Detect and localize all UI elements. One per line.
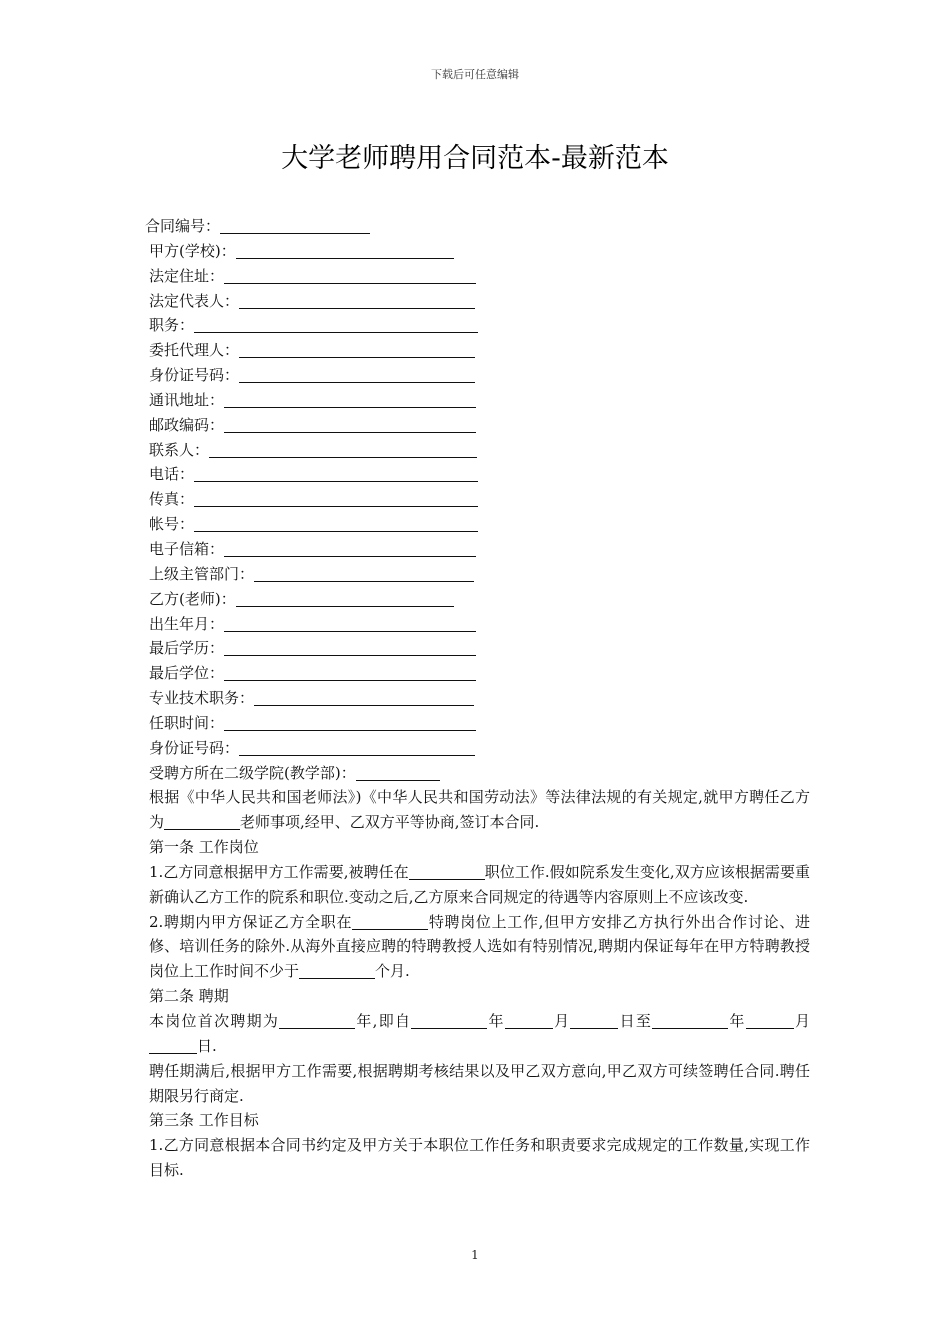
field-line — [145, 761, 810, 786]
field-line — [145, 338, 810, 363]
field-line — [145, 264, 810, 289]
clause-text: 个月. — [375, 962, 410, 981]
fill-in-blank[interactable] — [194, 516, 478, 532]
clause-text: 1.乙方同意根据甲方工作需要,被聘任在 — [149, 862, 409, 881]
field-line — [145, 462, 810, 487]
field-line — [145, 363, 810, 388]
field-label: 委托代理人： — [149, 341, 240, 360]
field-line — [145, 413, 810, 438]
clause-text: 本岗位首次聘期为 — [149, 1012, 280, 1030]
fill-in-blank[interactable] — [352, 914, 428, 930]
field-label: 合同编号： — [145, 217, 221, 235]
contract-fields — [145, 214, 810, 785]
field-label: 身份证号码： — [149, 738, 240, 757]
page-header-note: 下载后可任意编辑 — [431, 68, 519, 81]
fill-in-blank[interactable] — [224, 665, 476, 681]
field-line — [145, 661, 810, 686]
clause-text: 1.乙方同意根据本合同书约定及甲方关于本职位工作任务和职责要求完成规定的工作数量,实现工作目标. — [149, 1136, 810, 1180]
field-label: 法定代表人： — [149, 291, 240, 310]
contract-clauses — [145, 785, 810, 1183]
field-line — [145, 313, 810, 338]
clause-text: 日至 — [618, 1012, 653, 1030]
field-line — [145, 388, 810, 413]
field-label: 受聘方所在二级学院(教学部)： — [149, 763, 356, 782]
fill-in-blank[interactable] — [164, 814, 240, 830]
fill-in-blank[interactable] — [299, 963, 375, 979]
field-label: 通讯地址： — [149, 390, 225, 409]
fill-in-blank[interactable] — [224, 268, 476, 284]
field-label: 联系人： — [149, 440, 210, 459]
field-label: 出生年月： — [149, 614, 225, 633]
fill-in-blank[interactable] — [224, 417, 476, 433]
field-label: 任职时间： — [149, 713, 225, 732]
field-line — [145, 612, 810, 637]
fill-in-blank[interactable] — [746, 1013, 794, 1029]
fill-in-blank[interactable] — [239, 293, 475, 309]
clause-paragraph — [145, 910, 810, 985]
field-line — [145, 711, 810, 736]
clause-text: 特聘岗位上工作,但甲方安排乙方执行外出合作讨论、进修、培训任务的除外.从海外直接应聘的特聘教授人选如有特别情况,聘期内保证每年在甲方特聘教授岗位上工作时间不少于 — [149, 912, 810, 981]
fill-in-blank[interactable] — [194, 466, 478, 482]
fill-in-blank[interactable] — [194, 491, 478, 507]
clause-text: 聘任期满后,根据甲方工作需要,根据聘期考核结果以及甲乙双方意向,甲乙双方可续签聘任合同.聘任期限另行商定. — [149, 1061, 810, 1105]
field-line — [145, 562, 810, 587]
field-label: 职务： — [149, 316, 195, 335]
clause-text: 年,即自 — [355, 1012, 412, 1030]
fill-in-blank[interactable] — [254, 690, 474, 706]
field-label: 身份证号码： — [149, 366, 240, 385]
field-label: 甲方(学校)： — [149, 241, 236, 260]
fill-in-blank[interactable] — [409, 864, 485, 880]
clause-paragraph — [145, 1133, 810, 1183]
field-label: 最后学历： — [149, 639, 225, 658]
clause-text: 年 — [728, 1012, 746, 1030]
field-label: 传真： — [149, 490, 195, 509]
clause-paragraph — [145, 1059, 810, 1109]
field-line — [145, 686, 810, 711]
document-body — [145, 214, 810, 1183]
field-line — [145, 239, 810, 264]
fill-in-blank[interactable] — [209, 442, 477, 458]
fill-in-blank[interactable] — [279, 1013, 355, 1029]
field-label: 法定住址： — [149, 266, 225, 285]
clause-paragraph — [145, 984, 810, 1009]
fill-in-blank[interactable] — [356, 765, 440, 781]
field-line — [145, 636, 810, 661]
fill-in-blank[interactable] — [239, 740, 475, 756]
fill-in-blank[interactable] — [194, 317, 478, 333]
clause-text: 第三条 工作目标 — [149, 1111, 259, 1130]
field-label: 最后学位： — [149, 664, 225, 683]
clause-text: 第二条 聘期 — [149, 987, 229, 1006]
field-line — [145, 736, 810, 761]
field-line — [145, 587, 810, 612]
clause-text: 日. — [197, 1036, 217, 1055]
fill-in-blank[interactable] — [239, 342, 475, 358]
clause-paragraph — [145, 835, 810, 860]
clause-text: 月 — [793, 1012, 810, 1030]
fill-in-blank[interactable] — [224, 616, 476, 632]
field-label: 电话： — [149, 465, 195, 484]
fill-in-blank[interactable] — [224, 715, 476, 731]
clause-text: 职位工作.假如院系发生变化,双方应该根据需要重新确认乙方工作的院系和职位.变动之后,乙方原来合同规定的待遇等内容原则上不应该改变. — [149, 862, 810, 906]
field-label: 上级主管部门： — [149, 564, 255, 583]
field-line — [145, 289, 810, 314]
field-label: 邮政编码： — [149, 415, 225, 434]
clause-text: 第一条 工作岗位 — [149, 838, 259, 857]
page-number: 1 — [471, 1248, 479, 1262]
clause-text: 根据《中华人民共和国老师法》)《中华人民共和国劳动法》等法律法规的有关规定,就甲方聘任乙方为 — [149, 788, 810, 832]
field-label: 电子信箱： — [149, 539, 225, 558]
field-label: 帐号： — [149, 515, 195, 534]
fill-in-blank[interactable] — [224, 640, 476, 656]
fill-in-blank[interactable] — [149, 1038, 197, 1054]
clause-paragraph — [145, 1009, 810, 1059]
fill-in-blank[interactable] — [652, 1013, 728, 1029]
fill-in-blank[interactable] — [224, 541, 476, 557]
clause-text: 2.聘期内甲方保证乙方全职在 — [149, 912, 353, 931]
fill-in-blank[interactable] — [411, 1013, 487, 1029]
fill-in-blank[interactable] — [505, 1013, 553, 1029]
clause-text: 月 — [552, 1012, 571, 1030]
fill-in-blank[interactable] — [236, 243, 454, 259]
fill-in-blank[interactable] — [239, 367, 475, 383]
field-label: 专业技术职务： — [149, 689, 255, 708]
fill-in-blank[interactable] — [570, 1013, 618, 1029]
clause-paragraph — [145, 785, 810, 835]
clause-text: 年 — [487, 1012, 505, 1030]
fill-in-blank[interactable] — [236, 591, 454, 607]
field-line — [145, 214, 810, 239]
fill-in-blank[interactable] — [220, 218, 370, 234]
clause-paragraph — [145, 860, 810, 910]
field-line — [145, 487, 810, 512]
clause-paragraph — [145, 1108, 810, 1133]
field-line — [145, 537, 810, 562]
clause-text: 老师事项,经甲、乙双方平等协商,签订本合同. — [240, 813, 540, 832]
fill-in-blank[interactable] — [254, 566, 474, 582]
field-line — [145, 512, 810, 537]
fill-in-blank[interactable] — [224, 392, 476, 408]
field-label: 乙方(老师)： — [149, 589, 236, 608]
field-line — [145, 438, 810, 463]
document-title: 大学老师聘用合同范本-最新范本 — [281, 143, 669, 174]
